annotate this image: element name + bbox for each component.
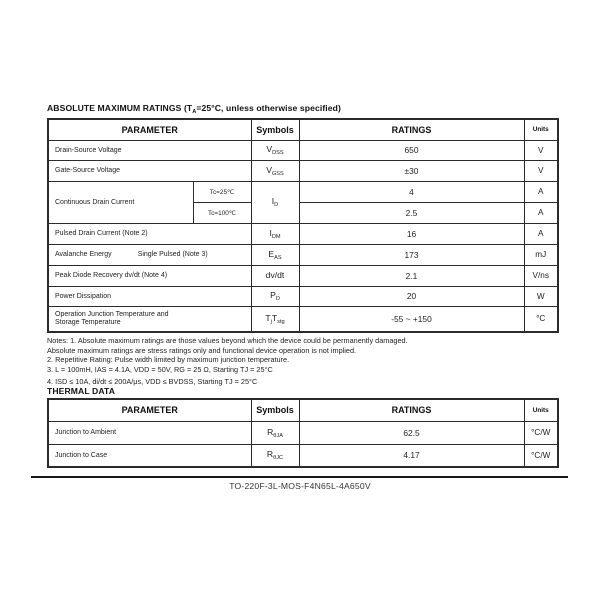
rating-cell: 20 <box>299 286 524 306</box>
header-symbols: Symbols <box>251 119 299 140</box>
param-cell: Power Dissipation <box>48 286 251 306</box>
param-cell <box>48 306 251 332</box>
table-row <box>48 286 558 306</box>
thermal-data-table <box>47 398 559 468</box>
symbol-base: V <box>266 164 272 175</box>
symbol-cell <box>251 223 299 244</box>
param-text-2: Storage Temperature <box>55 318 121 326</box>
header-parameter: PARAMETER <box>48 399 251 421</box>
symbol-base: R <box>266 449 274 460</box>
rating-cell: 16 <box>299 223 524 244</box>
rating-cell: ±30 <box>299 160 524 181</box>
table-row <box>48 265 558 286</box>
param-cell: Peak Diode Recovery dv/dt (Note 4) <box>48 265 251 286</box>
rating-cell: 4 <box>299 181 524 202</box>
header-parameter: PARAMETER <box>48 119 251 140</box>
unit-cell: A <box>524 223 558 244</box>
symbol-subscript: DSS <box>272 150 284 156</box>
symbol-base: T <box>265 312 271 323</box>
note-line: Notes: 1. Absolute maximum ratings are those values beyond which the device could be permanently damaged. <box>47 336 408 345</box>
rating-cell: 2.5 <box>299 202 524 223</box>
amr-title-subscript: A <box>192 109 197 115</box>
rating-cell: -55 ~ +150 <box>299 306 524 332</box>
symbol-base: P <box>270 290 276 300</box>
unit-cell: V/ns <box>524 265 558 286</box>
param-text-2: Single Pulsed (Note 3) <box>137 251 208 258</box>
param-cell: Gate-Source Voltage <box>48 160 251 181</box>
header-units: Units <box>524 119 558 140</box>
unit-cell: V <box>524 160 558 181</box>
condition-cell: Tc=25℃ <box>193 181 251 202</box>
unit-cell: °C <box>524 306 558 332</box>
param-cell: Junction to Ambient <box>48 421 251 444</box>
thermal-section-title: THERMAL DATA <box>47 386 116 396</box>
unit-cell: V <box>524 140 558 160</box>
symbol-base: V <box>266 144 273 154</box>
symbol-subscript: D <box>275 296 280 302</box>
table-header-row <box>48 399 558 421</box>
amr-title-text-tail: =25°C, unless otherwise specified) <box>196 103 341 113</box>
rating-cell: 62.5 <box>299 421 524 444</box>
unit-cell: W <box>524 286 558 306</box>
symbol-cell <box>251 421 299 444</box>
header-ratings: RATINGS <box>299 119 524 140</box>
condition-cell: Tc=100℃ <box>193 202 251 223</box>
table-header-row <box>48 119 558 140</box>
symbol-base: dv/dt <box>265 269 285 280</box>
table-row <box>48 444 558 467</box>
header-units: Units <box>524 399 558 421</box>
table-row <box>48 244 558 265</box>
symbol-base: E <box>268 248 275 259</box>
symbol-cell <box>251 444 299 467</box>
symbol-subscript: D <box>274 202 279 208</box>
symbol-base: I <box>271 196 275 206</box>
symbol-subscript: θJC <box>273 455 284 462</box>
symbol-subscript: DM <box>271 233 281 240</box>
notes-block <box>47 336 547 387</box>
symbol-subscript: GSS <box>271 170 284 177</box>
table-row <box>48 223 558 244</box>
amr-title-text: ABSOLUTE MAXIMUM RATINGS (T <box>47 103 193 113</box>
note-line: Absolute maximum ratings are stress ratings only and functional device operation is not implied. <box>47 345 357 355</box>
symbol-cell <box>251 265 299 286</box>
note-line: 2. Repetitive Rating: Pulse width limited by maximum junction temperature. <box>47 355 290 365</box>
table-row <box>48 421 558 444</box>
param-cell: Drain-Source Voltage <box>48 140 251 160</box>
symbol-cell <box>251 286 299 306</box>
param-cell: Junction to Case <box>48 444 251 467</box>
symbol-cell <box>251 160 299 181</box>
unit-cell: °C/W <box>524 444 558 467</box>
symbol-cell <box>251 244 299 265</box>
footer-part-number: TO-220F-3L-MOS-F4N65L-4A650V <box>229 481 371 491</box>
symbol-base: R <box>267 426 274 437</box>
param-text: Avalanche Energy <box>55 251 112 258</box>
param-cell: Continuous Drain Current <box>48 181 193 223</box>
unit-cell: mJ <box>524 244 558 265</box>
param-cell: Pulsed Drain Current (Note 2) <box>48 223 251 244</box>
symbol-base-2: T <box>271 312 278 323</box>
rating-cell: 2.1 <box>299 265 524 286</box>
note-line: 4. ISD ≤ 10A, di/dt ≤ 200A/μs, VDD ≤ BVDSS, Starting TJ = 25°C <box>47 377 258 387</box>
table-row <box>48 160 558 181</box>
table-row <box>48 181 558 202</box>
header-symbols: Symbols <box>251 399 299 421</box>
table-row <box>48 306 558 332</box>
symbol-subscript: j <box>270 318 272 325</box>
symbol-subscript: θJA <box>273 432 283 439</box>
absolute-maximum-ratings-table <box>47 118 559 333</box>
amr-section-title <box>47 103 341 115</box>
header-ratings: RATINGS <box>299 399 524 421</box>
symbol-subscript: AS <box>274 254 282 261</box>
param-cell <box>48 244 251 265</box>
symbol-cell <box>251 181 299 223</box>
symbol-base: I <box>269 227 272 238</box>
note-line: 3. L = 100mH, IAS = 4.1A, VDD = 50V, RG = 25 Ω, Starting TJ = 25°C <box>47 364 273 374</box>
symbol-cell <box>251 140 299 160</box>
unit-cell: A <box>524 181 558 202</box>
table-row <box>48 140 558 160</box>
unit-cell: °C/W <box>524 421 558 444</box>
rating-cell: 4.17 <box>299 444 524 467</box>
unit-cell: A <box>524 202 558 223</box>
footer-rule <box>31 476 568 478</box>
param-text: Operation Junction Temperature and <box>55 310 169 318</box>
symbol-subscript-2: stg <box>277 318 285 325</box>
symbol-cell <box>251 306 299 332</box>
rating-cell: 650 <box>299 140 524 160</box>
rating-cell: 173 <box>299 244 524 265</box>
